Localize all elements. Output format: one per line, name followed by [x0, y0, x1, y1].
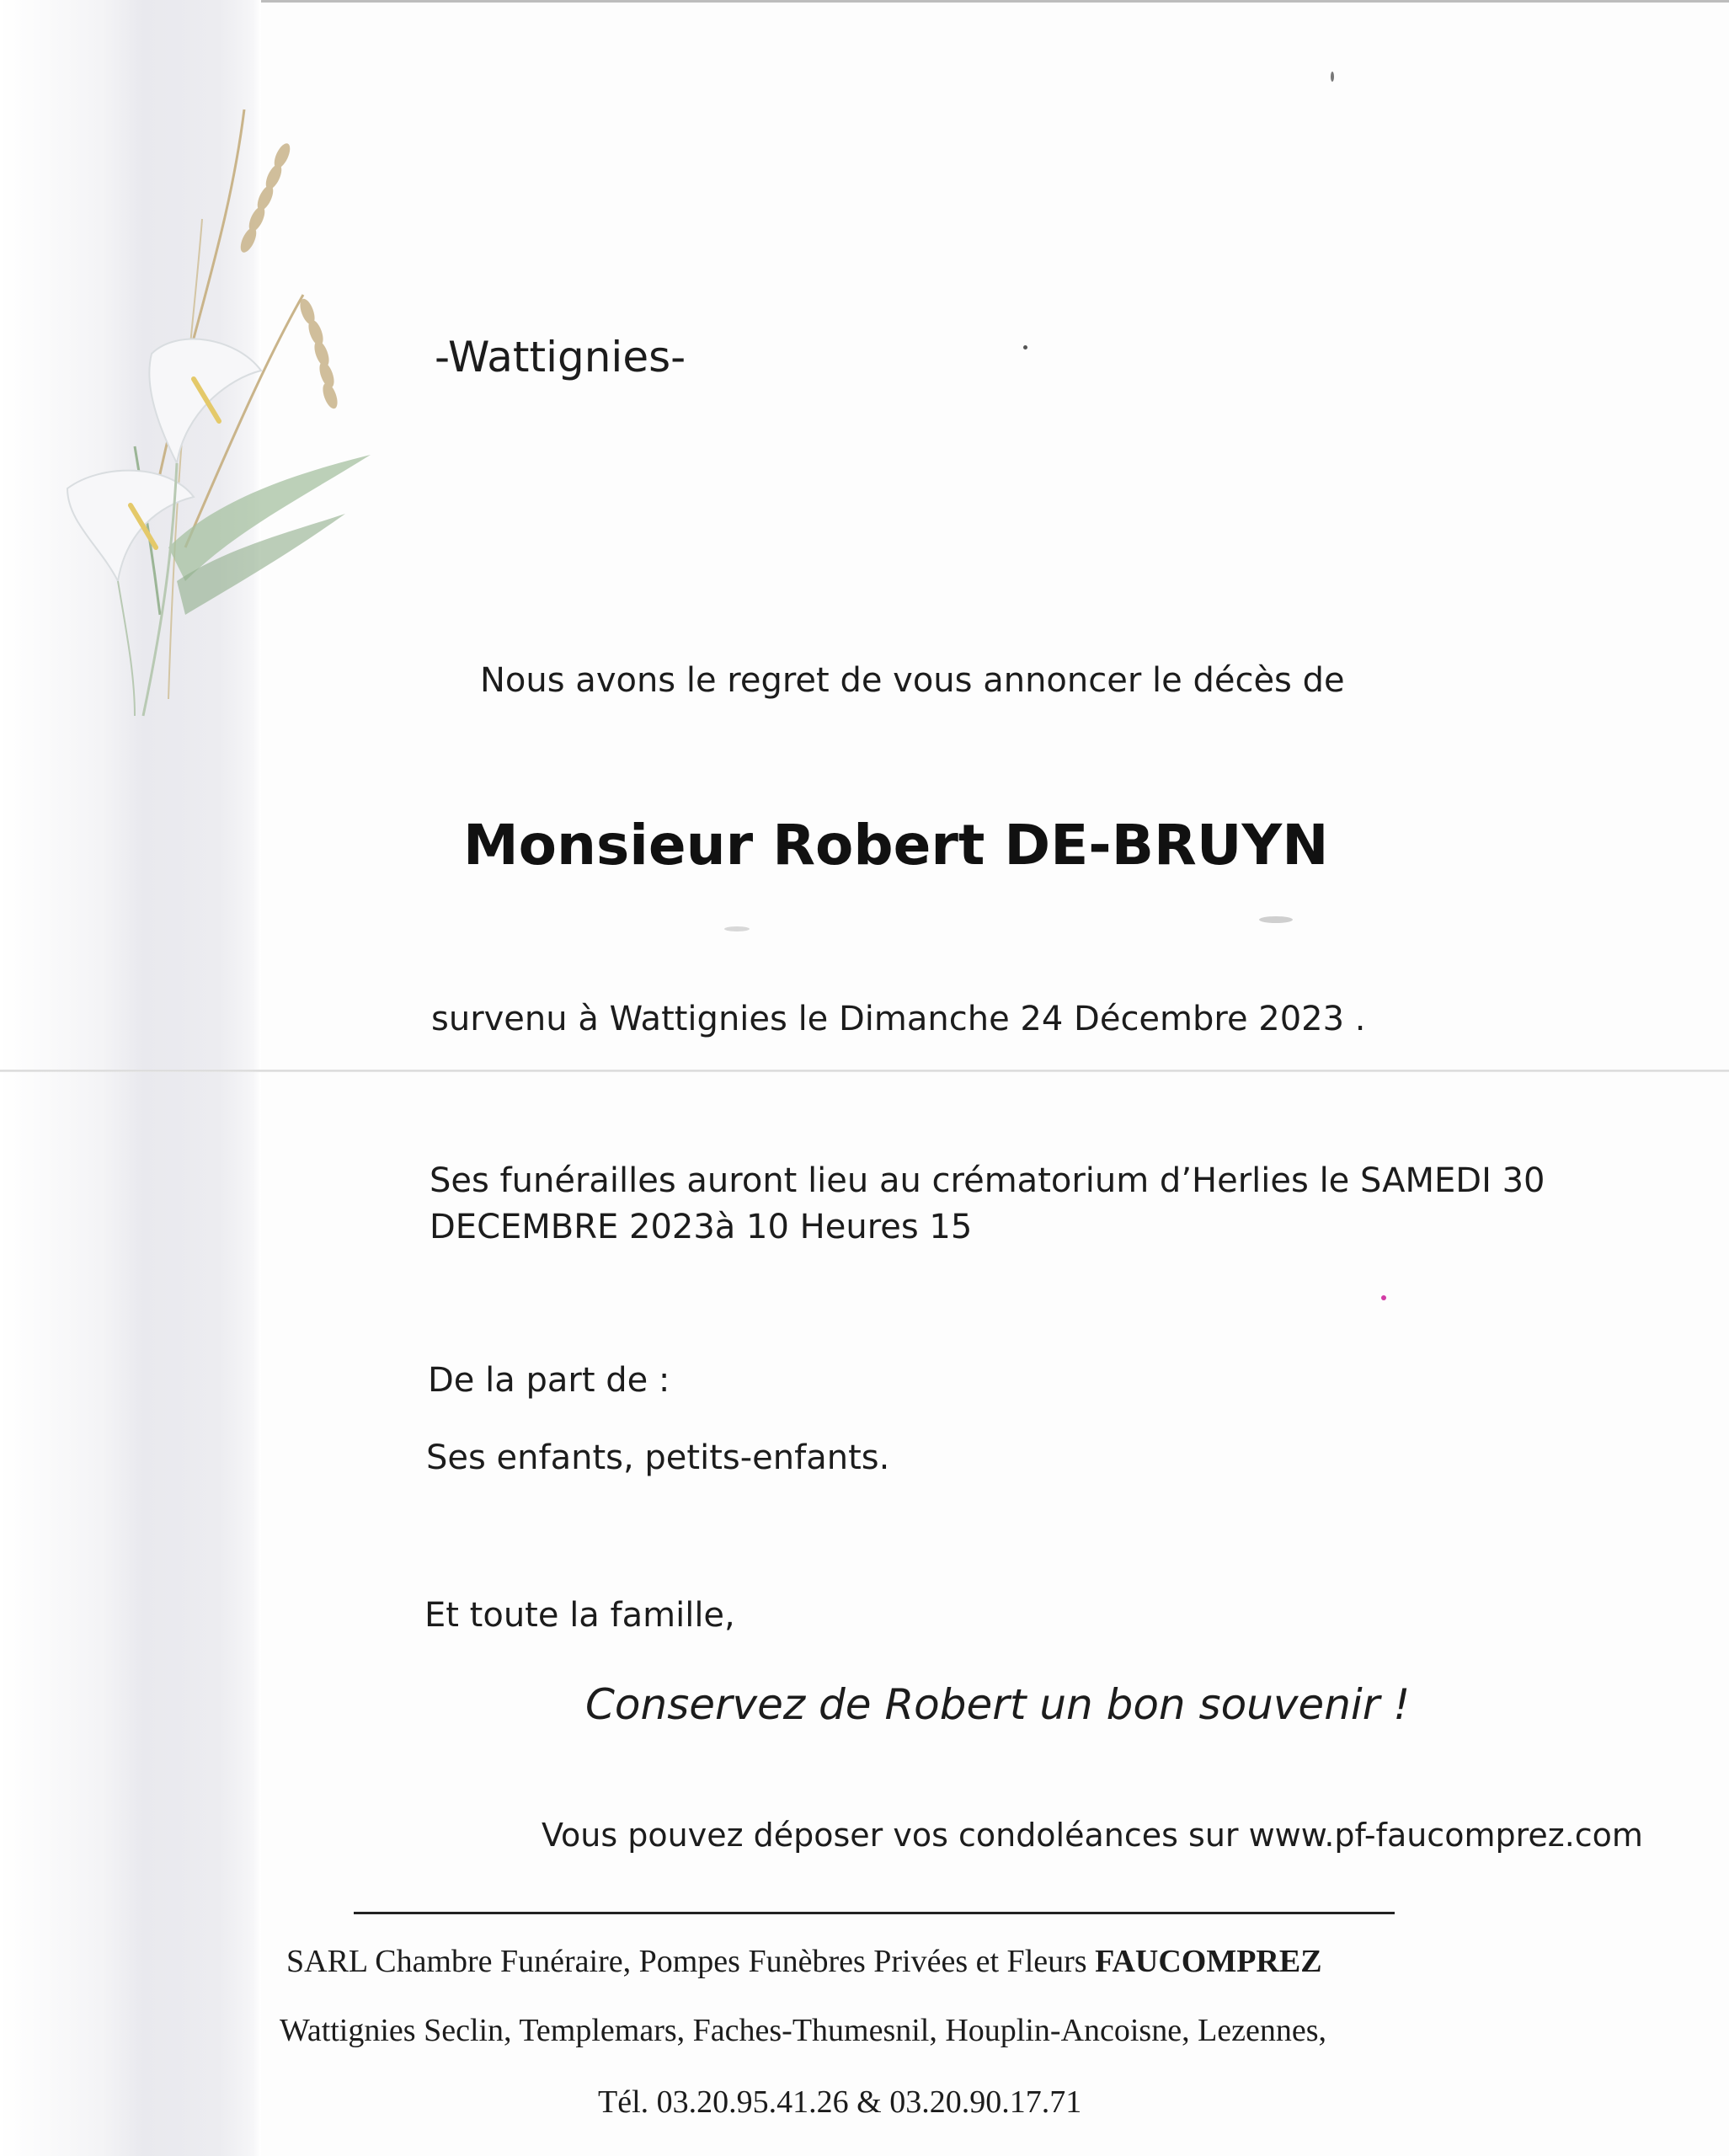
condolences-line: Vous pouvez déposer vos condoléances sur www.pf-faucomprez.com	[542, 1817, 1643, 1854]
announcement-intro: Nous avons le regret de vous annoncer le décès de	[480, 661, 1345, 700]
company-line	[286, 1943, 1322, 1980]
company-phone: Tél. 03.20.95.41.26 & 03.20.90.17.71	[598, 2084, 1082, 2120]
scan-speck	[1259, 916, 1293, 923]
death-date-line: survenu à Wattignies le Dimanche 24 Décembre 2023 .	[431, 1000, 1366, 1038]
children-line: Ses enfants, petits-enfants.	[426, 1438, 890, 1477]
remembrance-motto: Conservez de Robert un bon souvenir !	[585, 1680, 1411, 1729]
company-name: FAUCOMPREZ	[1095, 1944, 1322, 1979]
funeral-details: Ses funérailles auront lieu au crématorium d’Herlies le SAMEDI 30 DECEMBRE 2023à 10 Heures 15	[430, 1161, 1545, 1246]
scan-speck	[724, 926, 750, 931]
paper-fold-line	[0, 1070, 1729, 1072]
scan-speck	[1331, 72, 1334, 82]
town-heading: -Wattignies-	[435, 333, 686, 382]
from-label: De la part de :	[428, 1361, 670, 1400]
company-towns: Wattignies Seclin, Templemars, Faches-Thumesnil, Houplin-Ancoisne, Lezennes,	[280, 2013, 1327, 2048]
footer-divider	[354, 1912, 1395, 1914]
scan-speck	[1023, 345, 1027, 350]
scan-speck	[1381, 1295, 1386, 1300]
family-line: Et toute la famille,	[424, 1596, 735, 1635]
deceased-name: Monsieur Robert DE-BRUYN	[463, 813, 1329, 878]
calla-lily-wheat-icon	[51, 76, 387, 724]
company-prefix: SARL Chambre Funéraire, Pompes Funèbres Privées et Fleurs	[286, 1944, 1087, 1979]
